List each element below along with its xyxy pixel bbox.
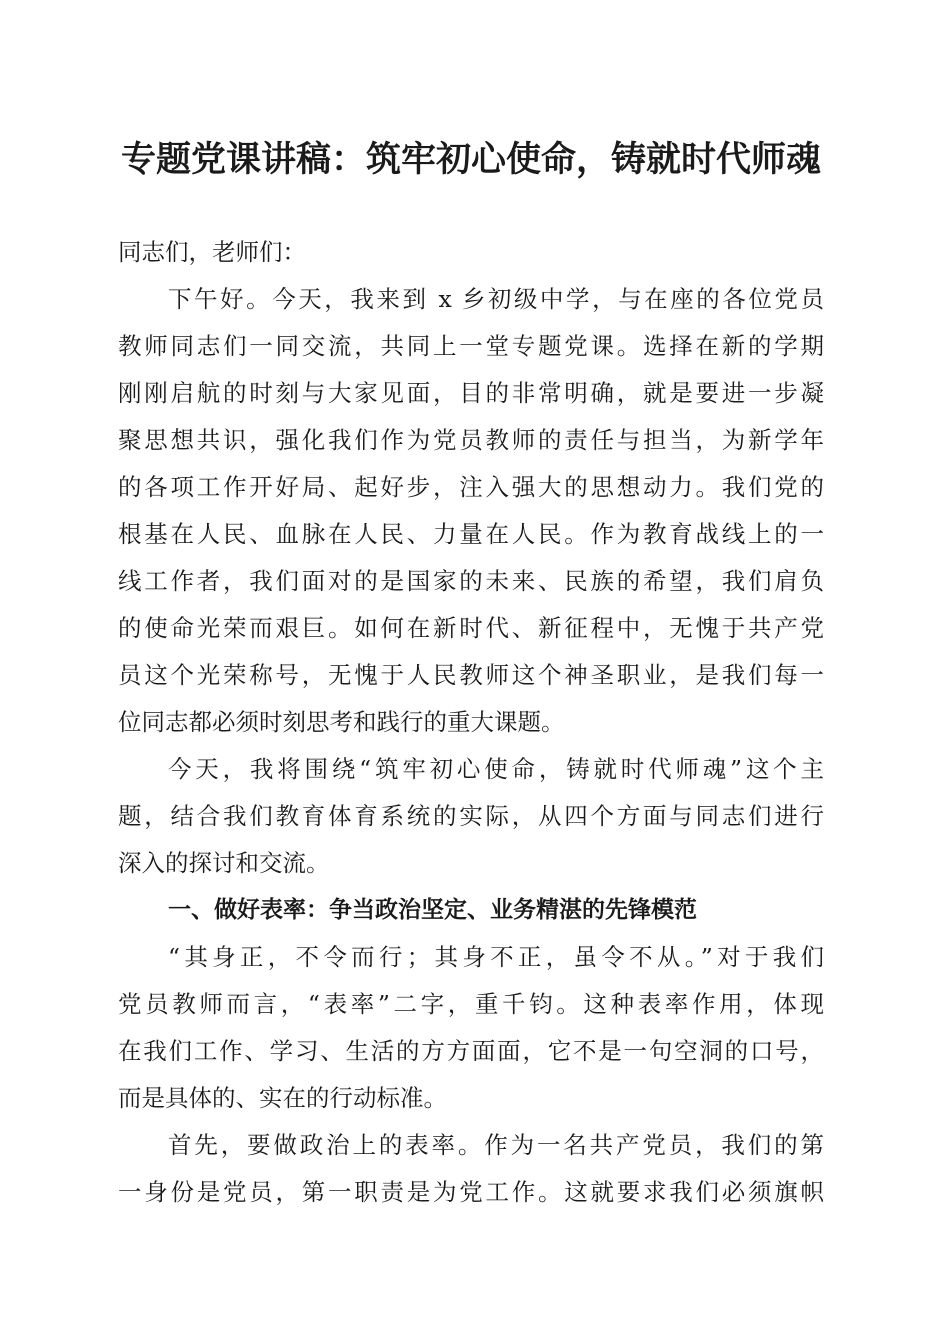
paragraph-1-line-4: 聚思想共识，强化我们作为党员教师的责任与担当，为新学年 [118,426,824,454]
paragraph-1-line-1: 下午好。今天，我来到 x 乡初级中学，与在座的各位党员 [168,285,824,313]
section-paragraph-1-line-1: “其身正，不令而行；其身不正，虽令不从。”对于我们 [168,943,824,971]
section-paragraph-1-line-4: 而是具体的、实在的行动标准。 [118,1084,447,1112]
paragraph-1-line-9: 员这个光荣称号，无愧于人民教师这个神圣职业，是我们每一 [118,661,824,689]
paragraph-2-line-3: 深入的探讨和交流。 [118,849,330,877]
paragraph-1-line-7: 线工作者，我们面对的是国家的未来、民族的希望，我们肩负 [118,567,824,595]
section-heading: 一、做好表率：争当政治坚定、业务精湛的先锋模范 [168,897,697,923]
paragraph-1-line-10: 位同志都必须时刻思考和践行的重大课题。 [118,708,565,736]
document-title: 专题党课讲稿：筑牢初心使命，铸就时代师魂 [120,140,821,180]
section-paragraph-2-line-1: 首先，要做政治上的表率。作为一名共产党员，我们的第 [168,1131,824,1159]
section-paragraph-1-line-3: 在我们工作、学习、生活的方方面面，它不是一句空洞的口号， [118,1037,824,1065]
paragraph-1-line-5: 的各项工作开好局、起好步，注入强大的思想动力。我们党的 [118,473,824,501]
section-paragraph-2-line-2: 一身份是党员，第一职责是为党工作。这就要求我们必须旗帜 [118,1178,824,1206]
salutation: 同志们，老师们： [118,238,306,266]
section-paragraph-1-line-2: 党员教师而言，“表率”二字，重千钧。这种表率作用，体现 [118,990,824,1018]
paragraph-1-line-2: 教师同志们一同交流，共同上一堂专题党课。选择在新的学期 [118,332,824,360]
paragraph-2-line-1: 今天，我将围绕“筑牢初心使命，铸就时代师魂”这个主 [168,755,824,783]
paragraph-2-line-2: 题，结合我们教育体育系统的实际，从四个方面与同志们进行 [118,802,824,830]
paragraph-1-line-6: 根基在人民、血脉在人民、力量在人民。作为教育战线上的一 [118,520,824,548]
paragraph-1-line-3: 刚刚启航的时刻与大家见面，目的非常明确，就是要进一步凝 [118,379,824,407]
document-body [118,229,824,1216]
paragraph-1-line-8: 的使命光荣而艰巨。如何在新时代、新征程中，无愧于共产党 [118,614,824,642]
